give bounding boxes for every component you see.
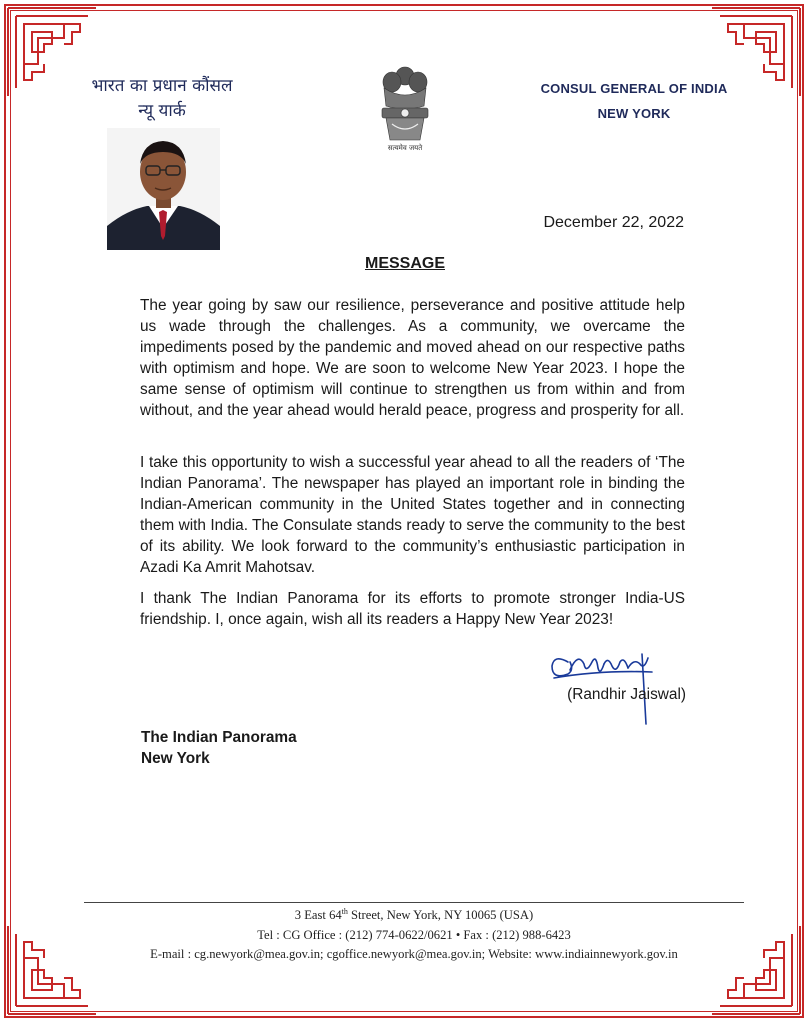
message-paragraph-2: I take this opportunity to wish a successful year ahead to all the readers of ‘The Indian Panorama’. The newspaper has played an important role in binding the Indian-American community in the United States together and in connecting them with India. The Consulate stands ready to serve the community to the best of its ability. We look forward to the community’s enthusiastic participation in Azadi Ka Amrit Mahotsav. — [140, 454, 685, 576]
recipient-name: The Indian Panorama — [141, 729, 297, 746]
address-rest: Street, New York, NY 10065 (USA) — [347, 908, 534, 922]
recipient-city: New York — [141, 750, 210, 767]
message-heading: MESSAGE — [364, 255, 445, 272]
signer-name: (Randhir Jaiswal) — [567, 686, 686, 703]
footer-divider — [84, 902, 744, 903]
footer-contact: E-mail : cg.newyork@mea.gov.in; cgoffice.newyork@mea.gov.in; Website: www.indiainnewyork.gov.in — [150, 947, 678, 961]
footer-phone: Tel : CG Office : (212) 774-0622/0621 • Fax : (212) 988-6423 — [257, 928, 571, 942]
address-ordinal: th — [341, 906, 348, 916]
message-paragraph-1: The year going by saw our resilience, perseverance and positive attitude help us wade through the challenges. As a community, we overcame the impediments posed by the pandemic and moved ahead on our respective paths with optimism and hope. We are soon to welcome New Year 2023. I hope the same sense of optimism will continue to strengthen us from within and from without, and the year ahead would herald peace, progress and prosperity for all. — [140, 297, 685, 419]
message-paragraph-3: I thank The Indian Panorama for its efforts to promote stronger India-US friendship. I, once again, wish all its readers a Happy New Year 2023! — [140, 590, 685, 628]
english-letterhead — [520, 76, 748, 126]
consul-title: CONSUL GENERAL OF INDIA — [540, 81, 728, 96]
letter-date: December 22, 2022 — [543, 214, 684, 231]
hindi-title: भारत का प्रधान कौंसल — [91, 76, 233, 96]
handwritten-signature — [540, 640, 670, 730]
recipient-block — [141, 727, 297, 769]
consul-portrait-image — [107, 128, 220, 250]
hindi-letterhead — [82, 74, 242, 124]
address-street-number: 3 East 64 — [294, 908, 342, 922]
emblem-motto: सत्यमेव जयते — [387, 144, 423, 152]
consul-city: NEW YORK — [597, 106, 671, 121]
hindi-city: न्यू यार्क — [138, 101, 186, 121]
footer-address — [84, 908, 744, 923]
